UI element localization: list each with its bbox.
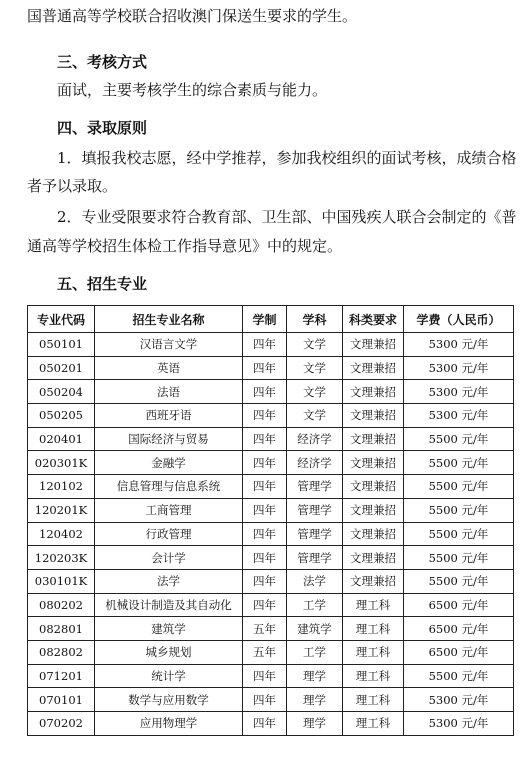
cell-major-name: 国际经济与贸易 (95, 427, 243, 451)
cell-major-name: 工商管理 (95, 498, 243, 522)
table-row (28, 617, 514, 641)
cell-discipline: 管理学 (287, 498, 343, 522)
table-row (28, 475, 514, 499)
cell-duration: 四年 (243, 569, 287, 593)
cell-tuition: 5300 元/年 (404, 356, 514, 380)
table-row (28, 427, 514, 451)
table-row (28, 333, 514, 357)
cell-major-name: 金融学 (95, 451, 243, 475)
cell-discipline: 理学 (287, 664, 343, 688)
cell-tuition: 6500 元/年 (404, 617, 514, 641)
section-4-item1-line2: 者予以录取。 (27, 177, 118, 195)
cell-tuition: 5300 元/年 (404, 404, 514, 428)
cell-discipline: 理学 (287, 688, 343, 712)
table-row (28, 380, 514, 404)
cell-duration: 四年 (243, 475, 287, 499)
cell-major-code: 080202 (28, 593, 95, 617)
cell-duration: 四年 (243, 404, 287, 428)
cell-major-code: 020401 (28, 427, 95, 451)
cell-major-name: 英语 (95, 356, 243, 380)
cell-major-name: 西班牙语 (95, 404, 243, 428)
cell-tuition: 5500 元/年 (404, 475, 514, 499)
table-row (28, 664, 514, 688)
cell-track: 理工科 (343, 712, 404, 736)
cell-duration: 四年 (243, 427, 287, 451)
cell-tuition: 5300 元/年 (404, 688, 514, 712)
cell-major-name: 会计学 (95, 546, 243, 570)
table-row (28, 546, 514, 570)
cell-track: 文理兼招 (343, 498, 404, 522)
cell-discipline: 管理学 (287, 522, 343, 546)
header-track: 科类要求 (343, 306, 404, 333)
cell-major-name: 机械设计制造及其自动化 (95, 593, 243, 617)
table-row (28, 712, 514, 736)
cell-major-name: 信息管理与信息系统 (95, 475, 243, 499)
cell-tuition: 5300 元/年 (404, 712, 514, 736)
table-row (28, 356, 514, 380)
table-row (28, 451, 514, 475)
cell-track: 理工科 (343, 593, 404, 617)
cell-track: 文理兼招 (343, 333, 404, 357)
cell-track: 文理兼招 (343, 451, 404, 475)
cell-duration: 四年 (243, 451, 287, 475)
cell-major-code: 050201 (28, 356, 95, 380)
section-4-item1-line1: 1．填报我校志愿，经中学推荐，参加我校组织的面试考核，成绩合格 (57, 149, 517, 167)
cell-discipline: 文学 (287, 404, 343, 428)
cell-major-code: 082802 (28, 640, 95, 664)
cell-track: 理工科 (343, 664, 404, 688)
cell-track: 文理兼招 (343, 427, 404, 451)
cell-tuition: 5300 元/年 (404, 380, 514, 404)
cell-major-name: 应用物理学 (95, 712, 243, 736)
table-row (28, 404, 514, 428)
table-row (28, 522, 514, 546)
cell-major-name: 法语 (95, 380, 243, 404)
cell-discipline: 工学 (287, 593, 343, 617)
cell-duration: 四年 (243, 546, 287, 570)
cell-tuition: 5500 元/年 (404, 498, 514, 522)
cell-discipline: 管理学 (287, 475, 343, 499)
cell-discipline: 法学 (287, 569, 343, 593)
cell-major-code: 050205 (28, 404, 95, 428)
header-duration: 学制 (243, 306, 287, 333)
cell-major-code: 120102 (28, 475, 95, 499)
cell-major-name: 统计学 (95, 664, 243, 688)
header-discipline: 学科 (287, 306, 343, 333)
cell-discipline: 工学 (287, 640, 343, 664)
cell-major-code: 020301K (28, 451, 95, 475)
cell-duration: 四年 (243, 498, 287, 522)
cell-tuition: 6500 元/年 (404, 593, 514, 617)
cell-tuition: 5500 元/年 (404, 451, 514, 475)
table-row (28, 569, 514, 593)
section-4-heading: 四、录取原则 (57, 119, 148, 137)
cell-track: 文理兼招 (343, 546, 404, 570)
cell-duration: 四年 (243, 333, 287, 357)
section-3-body: 面试，主要考核学生的综合素质与能力。 (57, 81, 328, 99)
cell-discipline: 理学 (287, 712, 343, 736)
cell-track: 文理兼招 (343, 569, 404, 593)
cell-discipline: 经济学 (287, 427, 343, 451)
header-major-name: 招生专业名称 (95, 306, 243, 333)
cell-track: 文理兼招 (343, 356, 404, 380)
section-4-item2-line1: 2．专业受限要求符合教育部、卫生部、中国残疾人联合会制定的《普 (57, 208, 517, 226)
cell-tuition: 5500 元/年 (404, 569, 514, 593)
cell-major-code: 070101 (28, 688, 95, 712)
majors-table (27, 305, 514, 736)
cell-major-code: 120203K (28, 546, 95, 570)
section-5-heading: 五、招生专业 (57, 275, 148, 293)
table-header-row (28, 306, 514, 333)
cell-major-code: 120201K (28, 498, 95, 522)
cell-track: 理工科 (343, 640, 404, 664)
cell-major-code: 050101 (28, 333, 95, 357)
section-4-item2-line2: 通高等学校招生体检工作指导意见》中的规定。 (27, 237, 343, 255)
header-major-code: 专业代码 (28, 306, 95, 333)
cell-discipline: 建筑学 (287, 617, 343, 641)
cell-tuition: 5500 元/年 (404, 522, 514, 546)
cell-major-code: 030101K (28, 569, 95, 593)
cell-major-code: 082801 (28, 617, 95, 641)
cell-major-name: 建筑学 (95, 617, 243, 641)
cell-track: 文理兼招 (343, 404, 404, 428)
cell-major-name: 城乡规划 (95, 640, 243, 664)
section-3-heading: 三、考核方式 (57, 53, 148, 71)
cell-track: 文理兼招 (343, 475, 404, 499)
cell-discipline: 管理学 (287, 546, 343, 570)
cell-duration: 四年 (243, 688, 287, 712)
cell-discipline: 文学 (287, 333, 343, 357)
cell-duration: 四年 (243, 664, 287, 688)
table-row (28, 640, 514, 664)
table-row (28, 593, 514, 617)
cell-tuition: 5500 元/年 (404, 427, 514, 451)
cell-tuition: 6500 元/年 (404, 640, 514, 664)
cell-tuition: 5500 元/年 (404, 664, 514, 688)
cell-discipline: 文学 (287, 380, 343, 404)
cell-duration: 四年 (243, 522, 287, 546)
intro-tail-text: 国普通高等学校联合招收澳门保送生要求的学生。 (27, 7, 358, 25)
cell-tuition: 5500 元/年 (404, 546, 514, 570)
cell-duration: 四年 (243, 712, 287, 736)
cell-major-name: 行政管理 (95, 522, 243, 546)
table-row (28, 498, 514, 522)
cell-duration: 四年 (243, 356, 287, 380)
cell-duration: 五年 (243, 640, 287, 664)
cell-track: 文理兼招 (343, 380, 404, 404)
cell-track: 文理兼招 (343, 522, 404, 546)
table-row (28, 688, 514, 712)
cell-discipline: 文学 (287, 356, 343, 380)
cell-track: 理工科 (343, 617, 404, 641)
cell-tuition: 5300 元/年 (404, 333, 514, 357)
cell-duration: 五年 (243, 617, 287, 641)
cell-major-code: 120402 (28, 522, 95, 546)
cell-major-code: 071201 (28, 664, 95, 688)
cell-major-code: 050204 (28, 380, 95, 404)
cell-major-name: 数学与应用数学 (95, 688, 243, 712)
cell-major-name: 法学 (95, 569, 243, 593)
cell-discipline: 经济学 (287, 451, 343, 475)
cell-duration: 四年 (243, 593, 287, 617)
cell-duration: 四年 (243, 380, 287, 404)
header-tuition: 学费（人民币） (404, 306, 514, 333)
cell-major-name: 汉语言文学 (95, 333, 243, 357)
cell-track: 理工科 (343, 688, 404, 712)
cell-major-code: 070202 (28, 712, 95, 736)
